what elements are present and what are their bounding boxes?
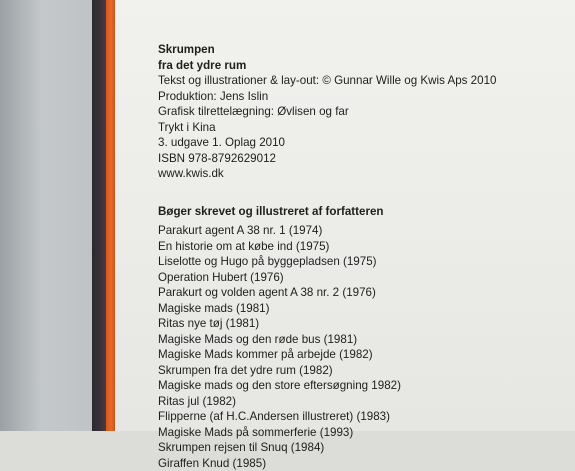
list-item: Giraffen Knud (1985) [158,456,568,471]
production-line: Produktion: Jens Islin [158,89,568,105]
list-item: Skrumpen fra det ydre rum (1982) [158,363,568,379]
isbn-line: ISBN 978-8792629012 [158,151,568,167]
edition-line: 3. udgave 1. Oplag 2010 [158,135,568,151]
printed-line: Trykt i Kina [158,120,568,136]
section-gap [158,182,568,204]
list-item: Liselotte og Hugo på byggepladsen (1975) [158,254,568,270]
list-item: Ritas jul (1982) [158,394,568,410]
book-spine-dark [92,0,106,431]
list-item: Flipperne (af H.C.Andersen illustreret) (1983) [158,409,568,425]
list-item: Operation Hubert (1976) [158,270,568,286]
background-shadow [0,0,92,431]
design-line: Grafisk tilrettelægning: Øvlisen og far [158,104,568,120]
list-item: Magiske mads og den store eftersøgning 1982) [158,378,568,394]
credits-line: Tekst og illustrationer & lay-out: © Gunnar Wille og Kwis Aps 2010 [158,73,568,89]
book-subtitle: fra det ydre rum [158,58,568,74]
list-item: Magiske Mads og den røde bus (1981) [158,332,568,348]
list-item: Magiske Mads kommer på arbejde (1982) [158,347,568,363]
book-title: Skrumpen [158,42,568,58]
list-item: Ritas nye tøj (1981) [158,316,568,332]
book-page [115,0,575,431]
list-item: Magiske mads (1981) [158,301,568,317]
book-spine-orange [106,0,115,431]
list-item: Skrumpen rejsen til Snuq (1984) [158,440,568,456]
list-item: Magiske Mads på sommerferie (1993) [158,425,568,441]
list-item: Parakurt agent A 38 nr. 1 (1974) [158,223,568,239]
website-line: www.kwis.dk [158,166,568,182]
books-heading: Bøger skrevet og illustreret af forfatteren [158,204,568,220]
books-list [158,223,568,471]
list-item: En historie om at købe ind (1975) [158,239,568,255]
colophon [158,42,568,471]
list-item: Parakurt og volden agent A 38 nr. 2 (1976) [158,285,568,301]
